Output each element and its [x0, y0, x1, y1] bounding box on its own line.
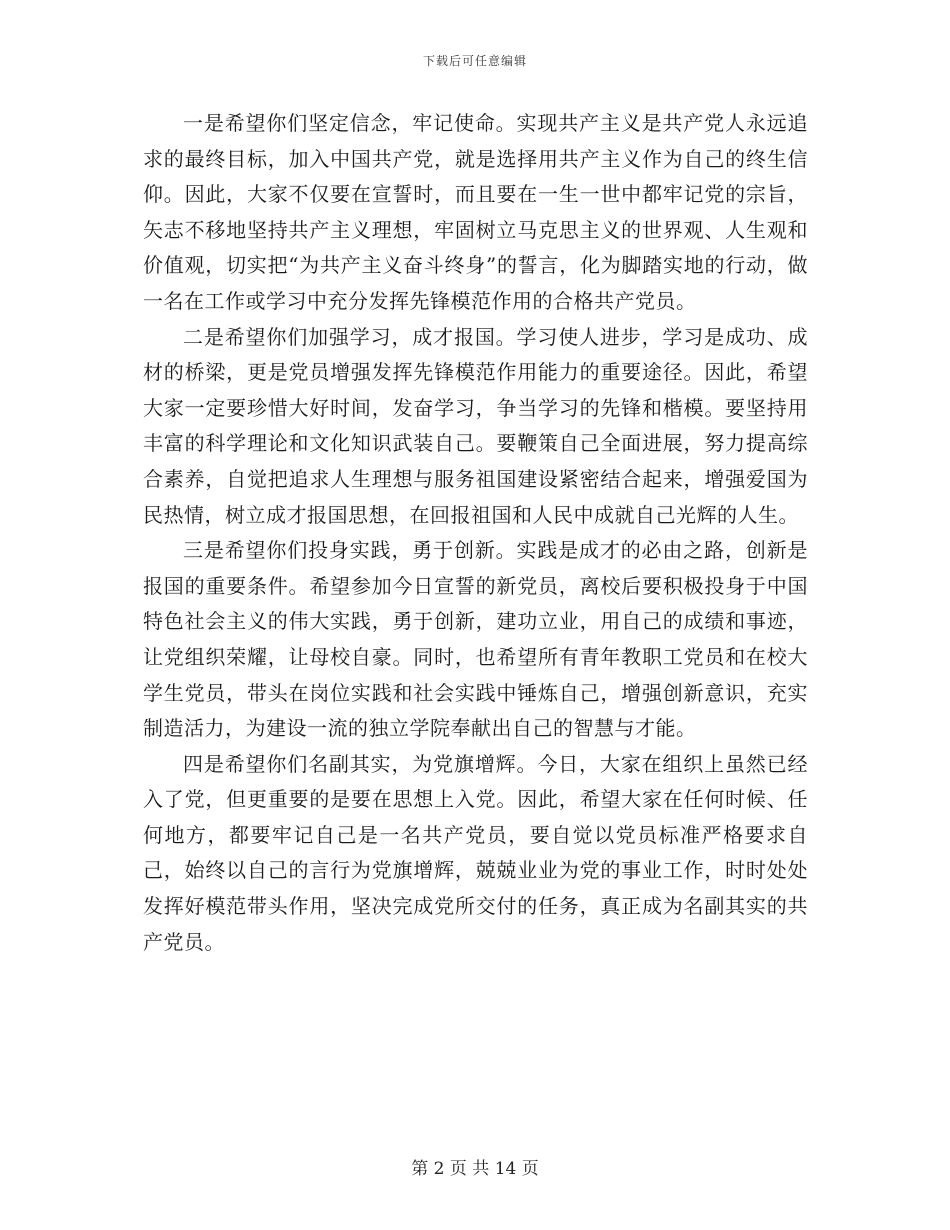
paragraph-4: 四是希望你们名副其实，为党旗增辉。今日，大家在组织上虽然已经入了党，但更重要的是要在思想上入党。因此，希望大家在任何时候、任何地方，都要牢记自己是一名共产党员，要自觉以党员标准严格要求自己，始终以自己的言行为党旗增辉，兢兢业业为党的事业工作，时时处处发挥好模范带头作用，坚决完成党所交付的任务，真正成为名副其实的共产党员。 [143, 751, 808, 954]
page-header: 下载后可任意编辑 [422, 54, 527, 68]
paragraph-3: 三是希望你们投身实践，勇于创新。实践是成才的必由之路，创新是报国的重要条件。希望参加今日宣誓的新党员，离校后要积极投身于中国特色社会主义的伟大实践，勇于创新，建功立业，用自己的成绩和事迹，让党组织荣耀，让母校自豪。同时，也希望所有青年教职工党员和在校大学生党员，带头在岗位实践和社会实践中锤炼自己，增强创新意识，充实制造活力，为建设一流的独立学院奉献出自己的智慧与才能。 [143, 538, 808, 741]
page-number-footer: 第 2 页 共 14 页 [411, 1159, 539, 1179]
paragraph-1: 一是希望你们坚定信念，牢记使命。实现共产主义是共产党人永远追求的最终目标，加入中国共产党，就是选择用共产主义作为自己的终生信仰。因此，大家不仅要在宣誓时，而且要在一生一世中都牢记党的宗旨，矢志不移地坚持共产主义理想，牢固树立马克思主义的世界观、人生观和价值观，切实把“为共产主义奋斗终身”的誓言，化为脚踏实地的行动，做一名在工作或学习中充分发挥先锋模范作用的合格共产党员。 [143, 111, 808, 313]
paragraph-2: 二是希望你们加强学习，成才报国。学习使人进步，学习是成功、成材的桥梁，更是党员增强发挥先锋模范作用能力的重要途径。因此，希望大家一定要珍惜大好时间，发奋学习，争当学习的先锋和楷模。要坚持用丰富的科学理论和文化知识武装自己。要鞭策自己全面进展，努力提高综合素养，自觉把追求人生理想与服务祖国建设紧密结合起来，增强爱国为民热情，树立成才报国思想，在回报祖国和人民中成就自己光辉的人生。 [143, 324, 808, 527]
document-body [143, 106, 808, 960]
